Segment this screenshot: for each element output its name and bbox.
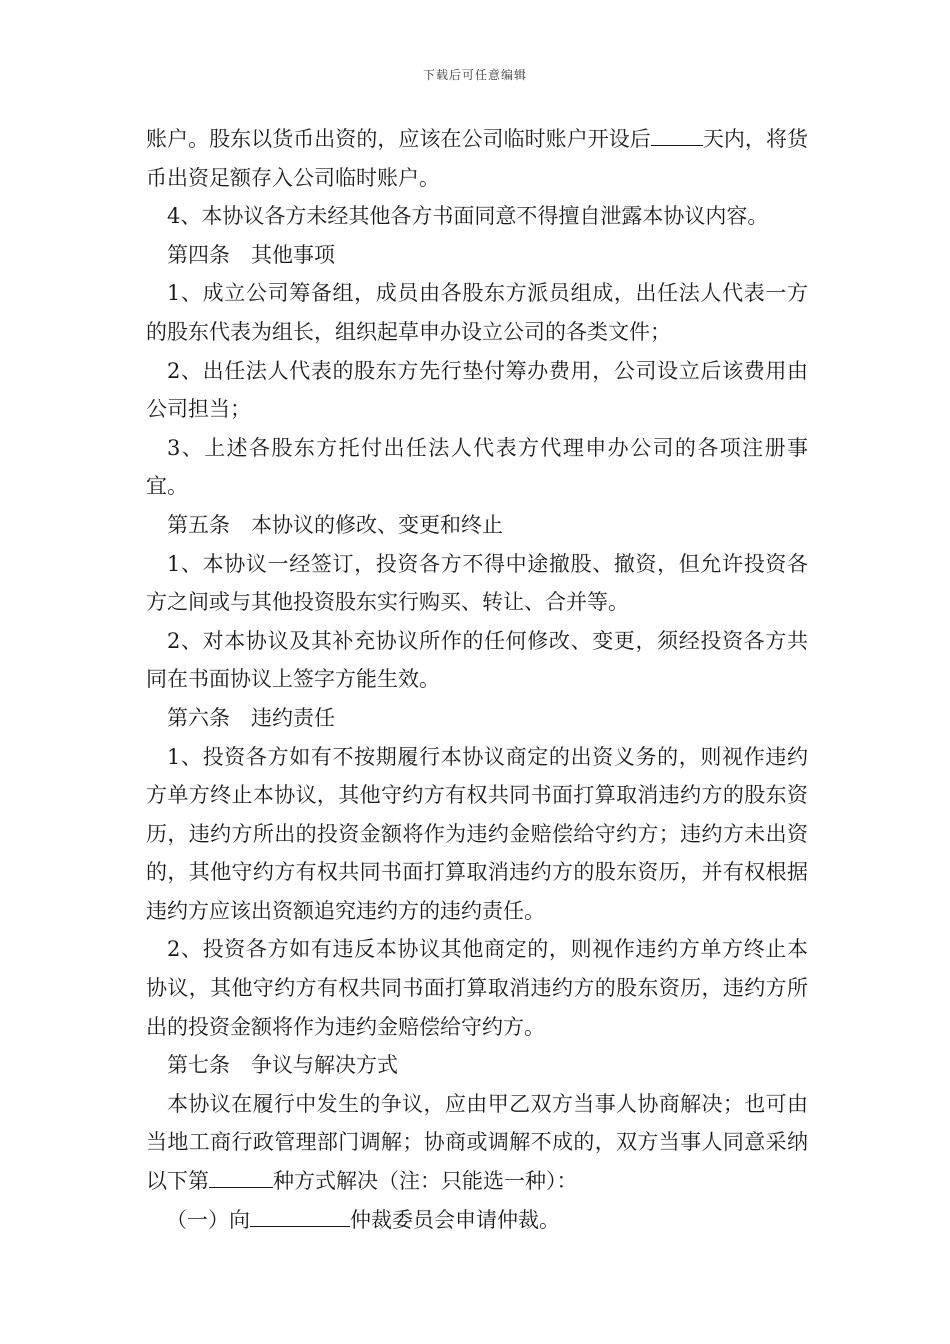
document-body <box>146 120 808 1239</box>
article-7-heading: 第七条 争议与解决方式 <box>167 1053 398 1078</box>
text-run: （一）向 <box>166 1207 250 1232</box>
fill-blank-method[interactable] <box>209 1165 273 1188</box>
paragraph-art4-1: 1、成立公司筹备组，成员由各股东方派员组成，出任法人代表一方的股东代表为组长，组织起草申办设立公司的各类文件； <box>146 281 808 344</box>
paragraph-account <box>146 120 808 197</box>
article-4-heading: 第四条 其他事项 <box>167 242 335 267</box>
paragraph-confidentiality: 4、本协议各方未经其他各方书面同意不得擅自泄露本协议内容。 <box>167 204 769 229</box>
paragraph-art5-1: 1、本协议一经签订，投资各方不得中途撤股、撤资，但允许投资各方之间或与其他投资股东实行购买、转让、合并等。 <box>146 551 808 615</box>
paragraph-art5-2: 2、对本协议及其补充协议所作的任何修改、变更，须经投资各方共同在书面协议上签字方能生效。 <box>146 628 808 692</box>
paragraph-art6-1: 1、投资各方如有不按期履行本协议商定的出资义务的，则视作违约方单方终止本协议，其他守约方有权共同书面打算取消违约方的股东资历，违约方所出的投资金额将作为违约金赔偿给守约方；违约方未出资的，其他守约方有权共同书面打算取消违约方的股东资历，并有权根据违约方应该出资额追究违约方的违约责任。 <box>146 744 808 923</box>
text-run: 天内，将货币出资足额存入公司临时账户。 <box>146 127 809 190</box>
article-5-heading: 第五条 本协议的修改、变更和终止 <box>167 512 503 537</box>
text-run: 账户。股东以货币出资的，应该在公司临时账户开设后 <box>146 127 651 151</box>
text-run: 种方式解决（注：只能选一种）： <box>273 1169 578 1194</box>
page-header: 下载后可任意编辑 <box>422 68 527 82</box>
paragraph-art6-2: 2、投资各方如有违反本协议其他商定的，则视作违约方单方终止本协议，其他守约方有权共同书面打算取消违约方的股东资历，违约方所出的投资金额将作为违约金赔偿给守约方。 <box>146 937 808 1039</box>
text-run: 本协议在履行中发生的争议，应由甲乙双方当事人协商解决；也可由当地工商行政管理部门调解；协商或调解不成的，双方当事人同意采纳以下第 <box>146 1091 808 1194</box>
paragraph-art4-3: 3、上述各股东方托付出任法人代表方代理申办公司的各项注册事宜。 <box>146 435 808 499</box>
article-6-heading: 第六条 违约责任 <box>167 705 335 730</box>
paragraph-art7-1 <box>146 1085 808 1201</box>
paragraph-art4-2: 2、出任法人代表的股东方先行垫付筹办费用，公司设立后该费用由公司担当； <box>146 358 808 422</box>
text-run: 仲裁委员会申请仲裁。 <box>350 1207 560 1232</box>
paragraph-option-1 <box>146 1201 808 1240</box>
fill-blank-arbitration[interactable] <box>250 1204 350 1227</box>
fill-blank-days[interactable] <box>651 123 703 146</box>
